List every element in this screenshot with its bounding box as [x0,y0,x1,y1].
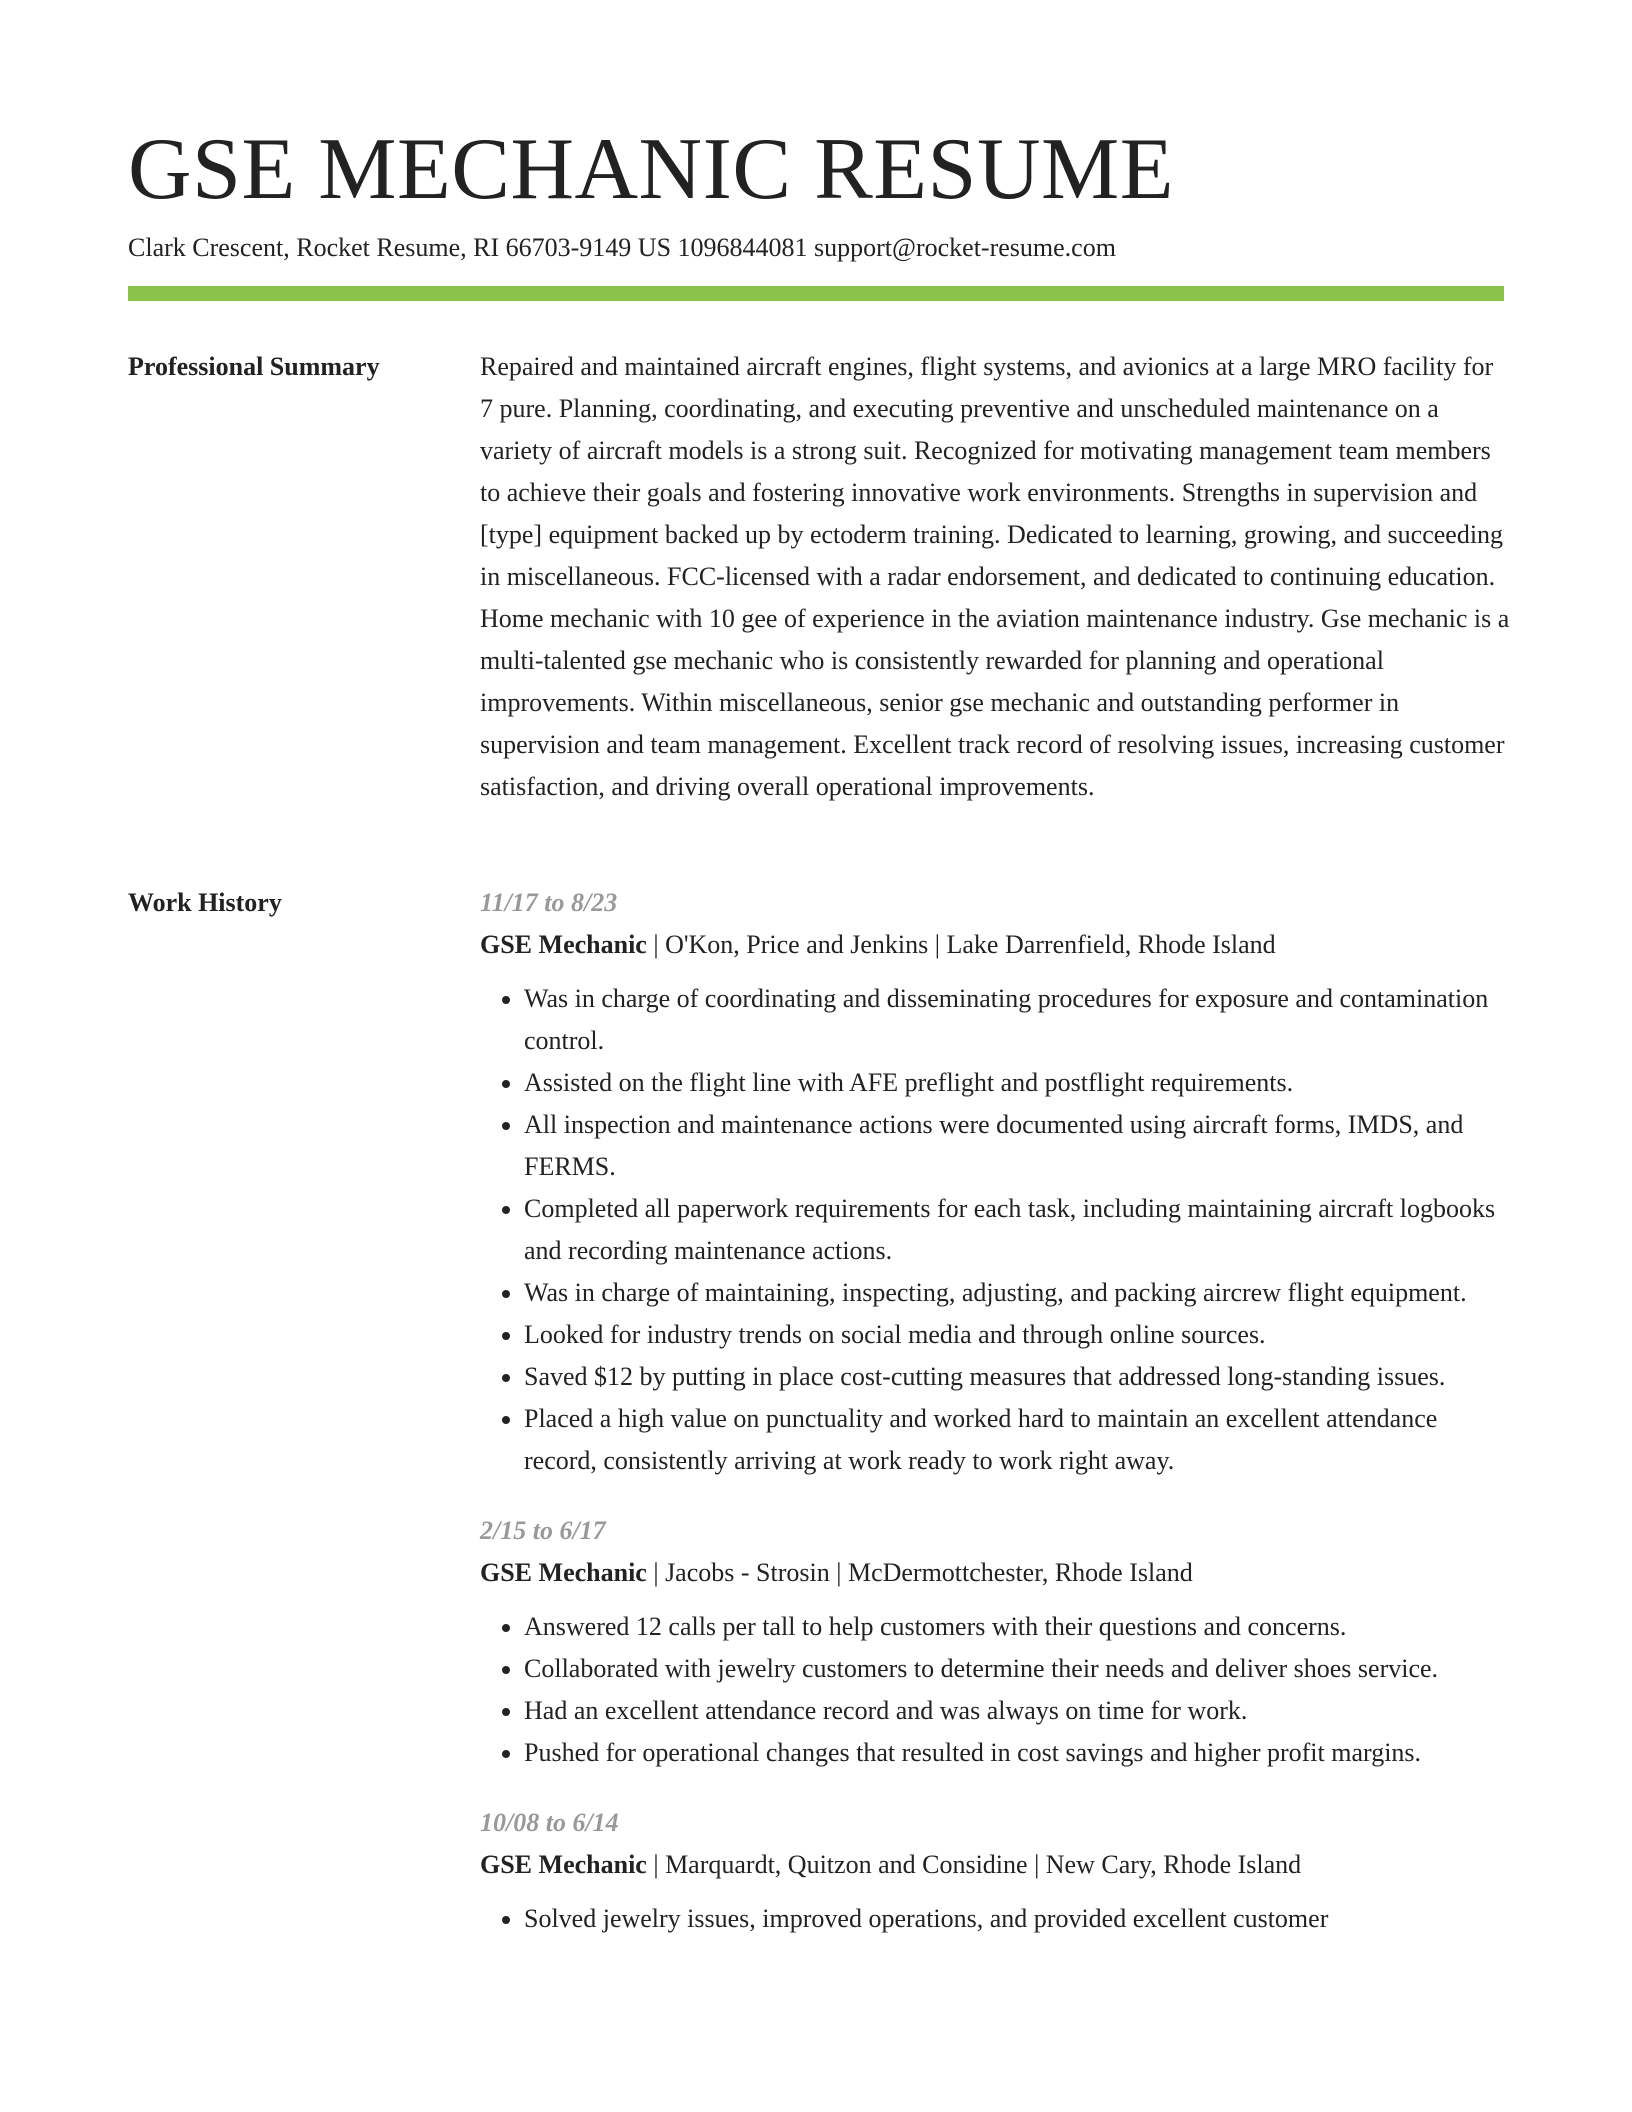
job-title: GSE Mechanic [480,930,647,959]
job-entry [480,1802,1510,1940]
job-dates: 11/17 to 8/23 [480,888,618,917]
job-bullet: • Had an excellent attendance record and was always on time for work. [524,1690,1510,1732]
job-bullet: • Placed a high value on punctuality and worked hard to maintain an excellent attendance record, consistently arriving at work ready to work right away. [524,1398,1510,1482]
job-bullet: • Solved jewelry issues, improved operations, and provided excellent customer [524,1898,1510,1940]
job-bullet: • Completed all paperwork requirements for each task, including maintaining aircraft logbooks and recording maintenance actions. [524,1188,1510,1272]
summary-text: Repaired and maintained aircraft engines, flight systems, and avionics at a large MRO facility for 7 pure. Planning, coordinating, and executing preventive and unscheduled maintenance on a variety of aircraft models is a strong suit. Recognized for motivating management team members to achieve their goals and fostering innovative work environments. Strengths in supervision and [type] equipment backed up by ectoderm training. Dedicated to learning, growing, and succeeding in miscellaneous. FCC-licensed with a radar endorsement, and dedicated to continuing education. Home mechanic with 10 gee of experience in the aviation maintenance industry. Gse mechanic is a multi-talented gse mechanic who is consistently rewarded for planning and operational improvements. Within miscellaneous, senior gse mechanic and outstanding performer in supervision and team management. Excellent track record of resolving issues, increasing customer satisfaction, and driving overall operational improvements. [480,352,1510,801]
job-bullet: • Collaborated with jewelry customers to determine their needs and deliver shoes service. [524,1648,1510,1690]
job-dates: 10/08 to 6/14 [480,1808,619,1837]
job-company: O'Kon, Price and Jenkins [665,930,929,959]
job-location: New Cary, Rhode Island [1045,1850,1302,1879]
job-bullet: • Pushed for operational changes that resulted in cost savings and higher profit margins. [524,1732,1510,1774]
job-entry [480,882,1510,1482]
work-history-list [480,882,1510,1968]
summary-section-label: Professional Summary [128,352,380,381]
job-title-line: GSE Mechanic | Marquardt, Quitzon and Considine | New Cary, Rhode Island [480,1850,1302,1879]
job-location: Lake Darrenfield, Rhode Island [946,930,1276,959]
job-title-line: GSE Mechanic | O'Kon, Price and Jenkins | Lake Darrenfield, Rhode Island [480,930,1276,959]
job-company: Marquardt, Quitzon and Considine [665,1850,1028,1879]
job-company: Jacobs - Strosin [665,1558,830,1587]
job-title-line: GSE Mechanic | Jacobs - Strosin | McDermottchester, Rhode Island [480,1558,1193,1587]
summary-section [480,346,1510,808]
job-title: GSE Mechanic [480,1558,647,1587]
job-bullet: • Was in charge of maintaining, inspecting, adjusting, and packing aircrew flight equipment. [524,1272,1510,1314]
job-entry [480,1510,1510,1774]
job-bullet: • Was in charge of coordinating and disseminating procedures for exposure and contamination control. [524,978,1510,1062]
header-divider [128,286,1504,301]
job-bullet: • All inspection and maintenance actions were documented using aircraft forms, IMDS, and FERMS. [524,1104,1510,1188]
work-history-section-label: Work History [128,888,282,917]
job-dates: 2/15 to 6/17 [480,1516,606,1545]
job-location: McDermottchester, Rhode Island [847,1558,1193,1587]
job-bullet-list [480,1606,1510,1774]
job-bullet: • Answered 12 calls per tall to help customers with their questions and concerns. [524,1606,1510,1648]
job-bullet-list [480,978,1510,1482]
job-title: GSE Mechanic [480,1850,647,1879]
contact-line: Clark Crescent, Rocket Resume, RI 66703-9149 US 1096844081 support@rocket-resume.com [128,233,1116,262]
job-bullet-list [480,1898,1510,1940]
job-bullet: • Looked for industry trends on social media and through online sources. [524,1314,1510,1356]
job-bullet: • Assisted on the flight line with AFE preflight and postflight requirements. [524,1062,1510,1104]
job-bullet: • Saved $12 by putting in place cost-cutting measures that addressed long-standing issues. [524,1356,1510,1398]
resume-title: GSE MECHANIC RESUME [128,121,1175,218]
